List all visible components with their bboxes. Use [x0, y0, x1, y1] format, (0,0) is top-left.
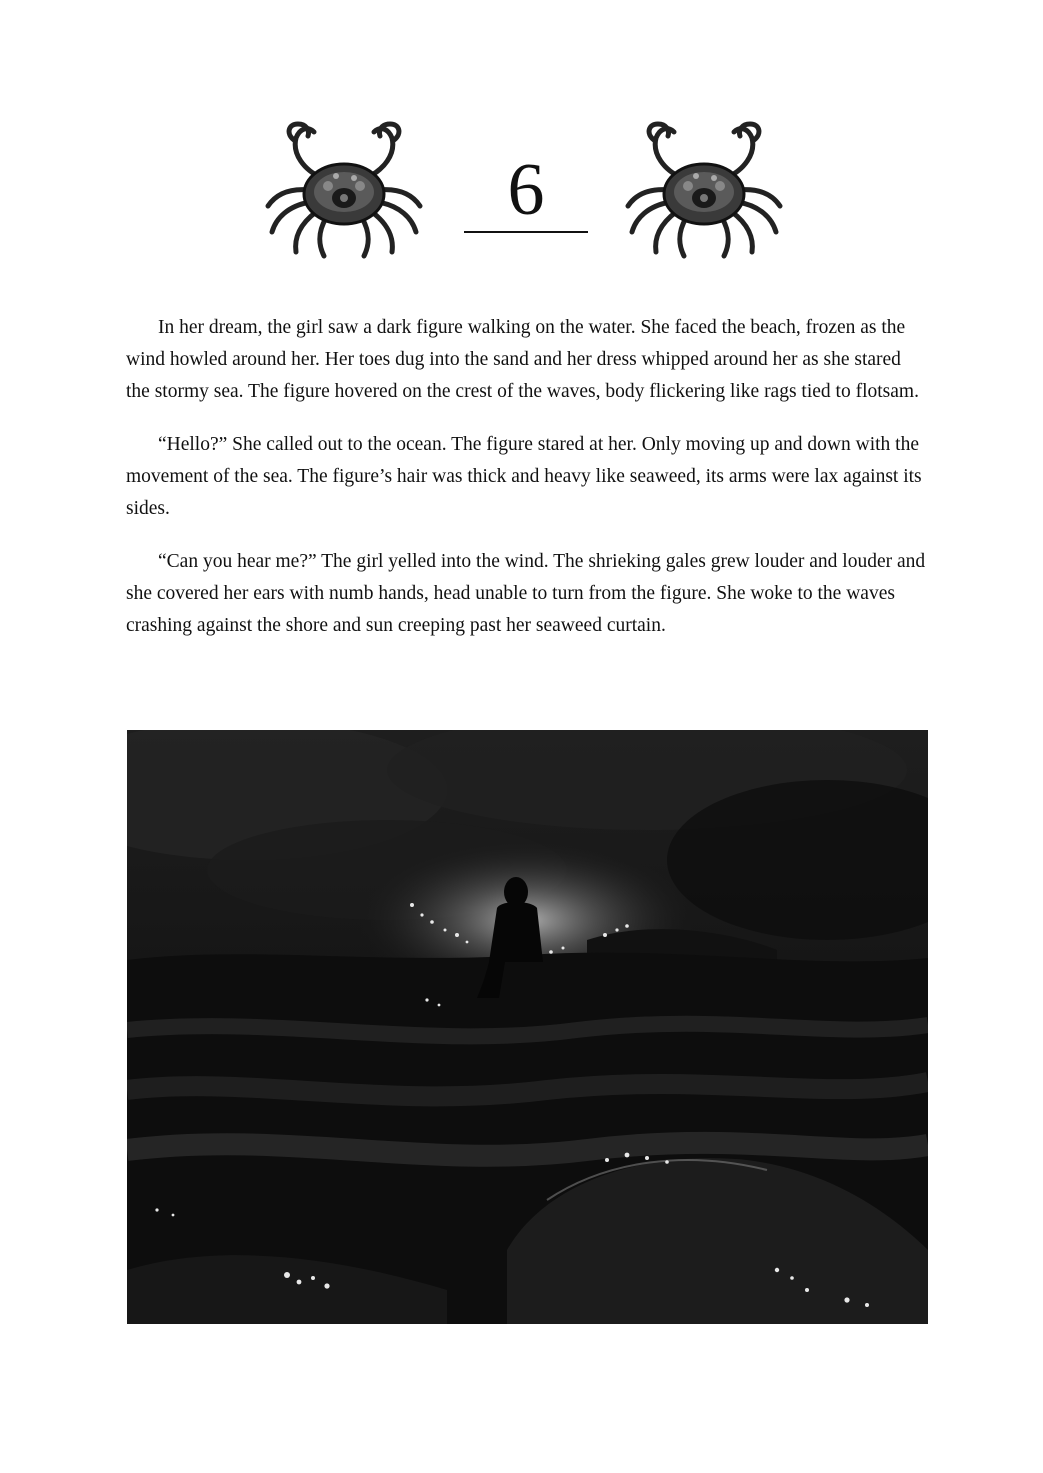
paragraph: “Hello?” She called out to the ocean. The figure stared at her. Only moving up and down with the movement of the sea. The figure’s hair was thick and heavy like seaweed, its arms were lax against its sides. — [126, 434, 922, 519]
crab-icon — [264, 120, 424, 260]
story-text — [126, 312, 926, 663]
paragraph: In her dream, the girl saw a dark figure walking on the water. She faced the beach, frozen as the wind howled around her. Her toes dug into the sand and her dress whipped around her as she stared the stormy sea. The figure hovered on the crest of the waves, body flickering like rags tied to flotsam. — [126, 317, 919, 402]
chapter-number: 6 — [507, 149, 545, 231]
paragraph: “Can you hear me?” The girl yelled into the wind. The shrieking gales grew louder and louder and she covered her ears with numb hands, head unable to turn from the figure. She woke to the waves crashing against the shore and sun creeping past her seaweed curtain. — [126, 551, 926, 636]
sea-illustration — [127, 730, 928, 1324]
chapter-header — [0, 110, 1043, 270]
illustration-dark-figure-in-sea — [127, 730, 928, 1324]
crab-icon — [624, 120, 784, 260]
chapter-rule — [464, 231, 588, 233]
